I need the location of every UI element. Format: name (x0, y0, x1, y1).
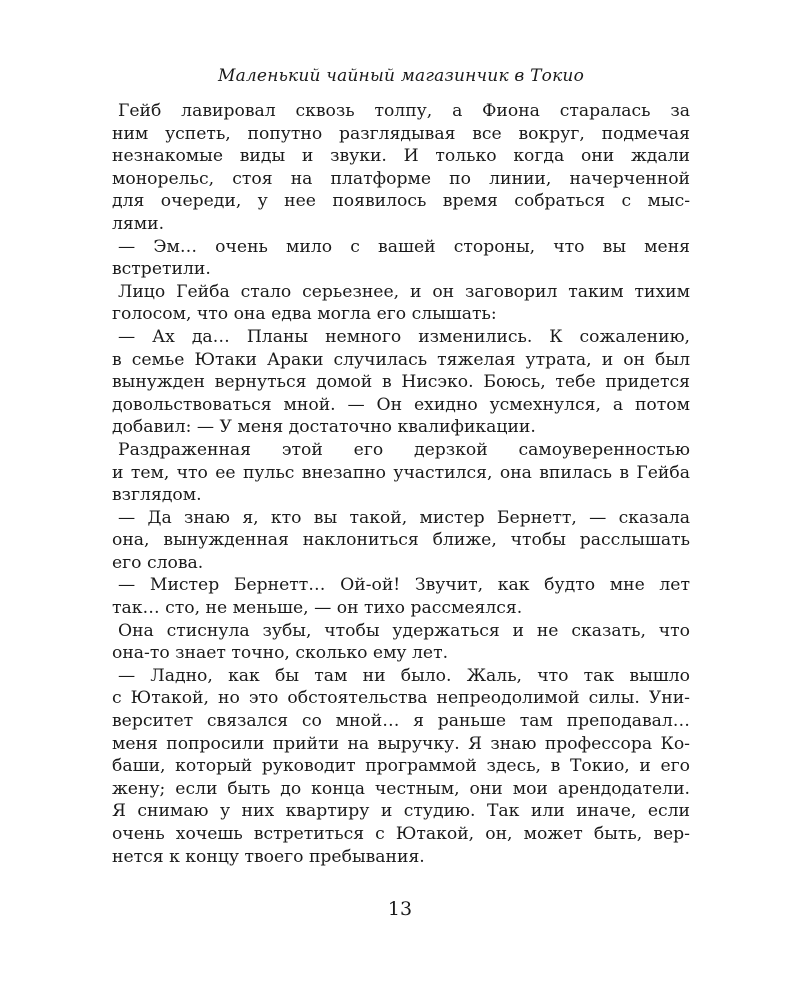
text-line: она, вынужденная наклониться ближе, чтобы расслышать (112, 530, 690, 551)
text-line: нется к концу твоего пребывания. (112, 846, 425, 867)
text-line: незнакомые виды и звуки. И только когда они ждали (112, 146, 690, 167)
text-line: с Ютакой, но это обстоятельства непреодолимой силы. Уни- (112, 688, 690, 709)
text-line: добавил: — У меня достаточно квалификации. (112, 417, 536, 438)
book-page (112, 62, 690, 868)
text-line: жену; если быть до конца честным, они мои арендодатели. (112, 778, 690, 799)
text-line: лями. (112, 213, 165, 234)
text-line: — Мистер Бернетт… Ой-ой! Звучит, как будто мне лет (118, 575, 690, 596)
text-line: Гейб лавировал сквозь толпу, а Фиона старалась за (118, 101, 690, 121)
text-line: она-то знает точно, сколько ему лет. (112, 643, 449, 664)
text-line: монорельс, стоя на платформе по линии, начерченной (112, 168, 690, 189)
text-line: меня попросили прийти на выручку. Я знаю профессора Ко- (112, 733, 690, 754)
text-line: так… сто, не меньше, — он тихо рассмеялся. (112, 598, 523, 619)
text-line: его слова. (112, 552, 204, 573)
body-text (112, 100, 690, 868)
text-line: баши, который руководит программой здесь, в Токио, и его (112, 756, 690, 777)
text-line: взглядом. (112, 485, 202, 506)
text-line: верситет связался со мной… я раньше там преподавал… (112, 711, 690, 732)
text-line: — Да знаю я, кто вы такой, мистер Бернетт, — сказала (118, 507, 690, 528)
text-line: встретили. (112, 259, 211, 280)
text-line: Она стиснула зубы, чтобы удержаться и не сказать, что (118, 620, 690, 641)
text-line: очень хочешь встретиться с Ютакой, он, может быть, вер- (112, 824, 690, 844)
text-line: ним успеть, попутно разглядывая все вокруг, подмечая (112, 123, 690, 144)
page-number: 13 (387, 898, 413, 920)
text-line: и тем, что ее пульс внезапно участился, она впилась в Гейба (112, 462, 690, 483)
text-line: — Ладно, как бы там ни было. Жаль, что так вышло (118, 665, 690, 686)
text-line: Я снимаю у них квартиру и студию. Так или иначе, если (112, 801, 690, 822)
text-line: для очереди, у нее появилось время собраться с мыс- (112, 191, 690, 212)
text-line: голосом, что она едва могла его слышать: (112, 304, 497, 325)
text-line: — Эм… очень мило с вашей стороны, что вы меня (118, 236, 690, 257)
text-line: довольствоваться мной. — Он ехидно усмехнулся, а потом (112, 394, 690, 415)
text-line: Лицо Гейба стало серьезнее, и он заговорил таким тихим (118, 281, 690, 302)
text-line: в семье Ютаки Араки случилась тяжелая утрата, и он был (112, 349, 690, 370)
text-line: вынужден вернуться домой в Нисэко. Боюсь, тебе придется (112, 372, 690, 393)
running-title: Маленький чайный магазинчик в Токио (217, 66, 585, 86)
text-line: — Ах да… Планы немного изменились. К сожалению, (118, 326, 690, 347)
text-line: Раздраженная этой его дерзкой самоуверенностью (118, 439, 690, 460)
